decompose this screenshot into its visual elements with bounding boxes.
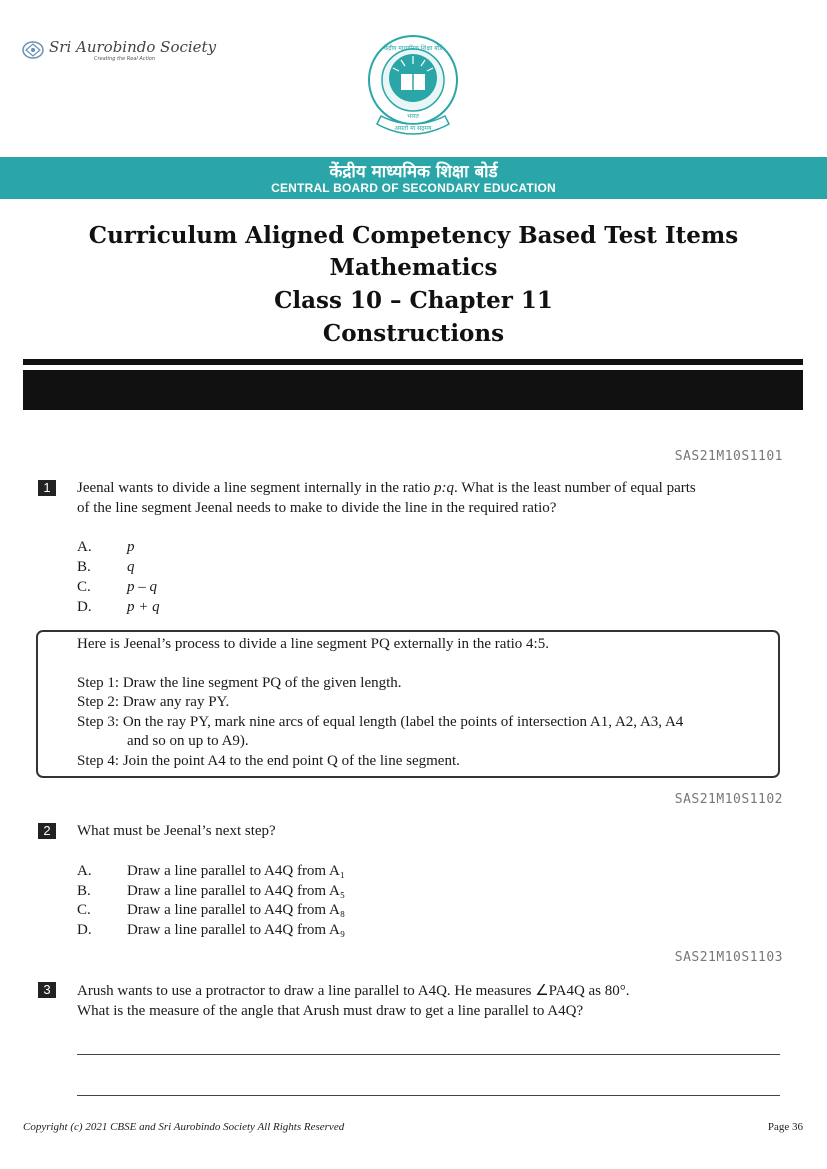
context-intro: Here is Jeenal’s process to divide a line segment PQ externally in the ratio 4:5. (77, 636, 549, 652)
option-value[interactable]: p (127, 539, 135, 555)
publisher-name: Sri Aurobindo Society (49, 38, 217, 56)
option-label: B. (77, 559, 91, 575)
option-label: B. (77, 883, 91, 899)
option-value[interactable]: Draw a line parallel to A4Q from A₁ (127, 863, 346, 879)
publisher-logo (22, 38, 217, 68)
option-value[interactable]: Draw a line parallel to A4Q from A₉ (127, 922, 346, 938)
question-stem (77, 478, 787, 498)
copyright: Copyright (c) 2021 CBSE and Sri Aurobindo Society All Rights Reserved (23, 1121, 345, 1133)
doc-class-chapter: Class 10 – Chapter 11 (274, 287, 553, 314)
stem-ratio: p:q (433, 480, 454, 496)
answer-line[interactable] (77, 1095, 780, 1096)
seal-top-text: केंद्रीय माध्यमिक शिक्षा बोर्ड (383, 45, 443, 52)
question-number: 1 (38, 480, 56, 496)
answer-line[interactable] (77, 1054, 780, 1055)
context-step: Step 1: Draw the line segment PQ of the given length. (77, 675, 402, 691)
question-number: 2 (38, 823, 56, 839)
option-label: D. (77, 599, 92, 615)
doc-chapter-name: Constructions (322, 320, 505, 347)
context-step: Step 2: Draw any ray PY. (77, 694, 230, 710)
context-step: Step 4: Join the point A4 to the end point Q of the line segment. (77, 753, 460, 769)
item-code: SAS21M10S1101 (674, 449, 783, 464)
sas-emblem-icon (22, 40, 44, 60)
item-code: SAS21M10S1102 (674, 792, 783, 807)
option-value[interactable]: q (127, 559, 135, 575)
option-label: A. (77, 863, 92, 879)
board-banner (0, 157, 827, 199)
seal-country: भारत (407, 113, 419, 120)
option-value[interactable]: Draw a line parallel to A4Q from A₈ (127, 902, 346, 918)
question-stem: Arush wants to use a protractor to draw a line parallel to A4Q. He measures ∠PA4Q as 80°. (77, 983, 630, 999)
context-step: Step 3: On the ray PY, mark nine arcs of equal length (label the points of intersection A1, A2, A3, A4 (77, 714, 684, 730)
stem-part: . What is the least number of equal parts (453, 480, 696, 496)
doc-title: Curriculum Aligned Competency Based Test Items (88, 222, 739, 249)
board-name-english: CENTRAL BOARD OF SECONDARY EDUCATION (271, 181, 556, 195)
page-number: Page 36 (767, 1121, 803, 1133)
question-stem-line2: of the line segment Jeenal needs to make to divide the line in the required ratio? (77, 500, 557, 516)
option-label: C. (77, 579, 91, 595)
option-label: C. (77, 902, 91, 918)
seal-motto: असतो मा सद्गमय (394, 125, 432, 132)
item-code: SAS21M10S1103 (674, 950, 783, 965)
title-rule (23, 359, 803, 365)
title-bar (23, 370, 803, 410)
question-number: 3 (38, 982, 56, 998)
option-label: A. (77, 539, 92, 555)
option-value[interactable]: p + q (127, 599, 160, 615)
cbse-seal (363, 32, 463, 142)
board-name-hindi: केंद्रीय माध्यमिक शिक्षा बोर्ड (329, 162, 498, 182)
stem-part: Jeenal wants to divide a line segment internally in the ratio (77, 480, 434, 496)
context-step-continued: and so on up to A9). (127, 733, 249, 749)
option-value[interactable]: p – q (127, 579, 157, 595)
option-value[interactable]: Draw a line parallel to A4Q from A₅ (127, 883, 346, 899)
question-stem-line2: What is the measure of the angle that Arush must draw to get a line parallel to A4Q? (77, 1003, 584, 1019)
question-stem: What must be Jeenal’s next step? (77, 823, 276, 839)
option-label: D. (77, 922, 92, 938)
doc-subject: Mathematics (329, 254, 498, 281)
publisher-tagline: Creating the Real Action (94, 56, 156, 62)
